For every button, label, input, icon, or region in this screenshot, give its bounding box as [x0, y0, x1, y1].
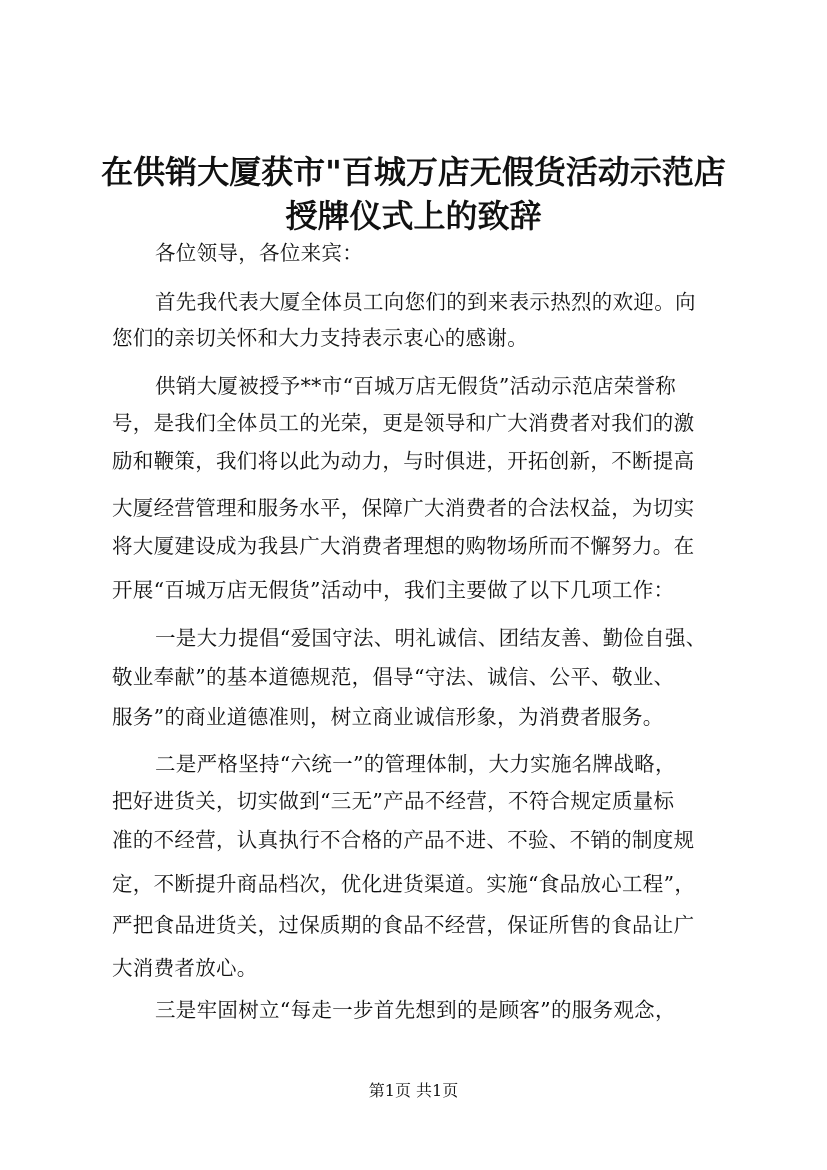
paragraph-line: 大厦经营管理和服务水平，保障广大消费者的合法权益，为切实 — [112, 496, 695, 520]
paragraph-line: 大消费者放心。 — [112, 956, 258, 980]
paragraph-line: 把好进货关，切实做到“三无”产品不经营，不符合规定质量标 — [112, 789, 675, 813]
salutation: 各位领导，各位来宾： — [155, 241, 363, 265]
paragraph-line: 二是严格坚持“六统一”的管理体制，大力实施名牌战略， — [155, 752, 676, 776]
paragraph-line: 励和鞭策，我们将以此为动力，与时俱进，开拓创新，不断提高 — [112, 449, 695, 473]
paragraph-line: 首先我代表大厦全体员工向您们的到来表示热烈的欢迎。向 — [155, 290, 696, 314]
paragraph-line: 准的不经营，认真执行不合格的产品不进、不验、不销的制度规 — [112, 828, 695, 852]
document-title-line-1: 在供销大厦获市"百城万店无假货活动示范店 — [101, 153, 726, 191]
paragraph-line: 定，不断提升商品档次，优化进货渠道。实施“食品放心工程”， — [112, 872, 696, 896]
paragraph-line: 严把食品进货关，过保质期的食品不经营，保证所售的食品让广 — [112, 913, 695, 937]
page-number: 第1页 共1页 — [368, 1081, 459, 1100]
document-title-line-2: 授牌仪式上的致辞 — [285, 197, 542, 235]
paragraph-line: 敬业奉献”的基本道德规范，倡导“守法、诚信、公平、敬业、 — [112, 665, 675, 689]
paragraph-line: 服务”的商业道德准则，树立商业诚信形象，为消费者服务。 — [112, 705, 664, 729]
paragraph-line: 开展“百城万店无假货”活动中，我们主要做了以下几项工作： — [112, 578, 675, 602]
paragraph-line: 供销大厦被授予**市“百城万店无假货”活动示范店荣誉称 — [155, 374, 677, 398]
paragraph-line: 号，是我们全体员工的光荣，更是领导和广大消费者对我们的激 — [112, 411, 695, 435]
paragraph-line: 您们的亲切关怀和大力支持表示衷心的感谢。 — [112, 326, 528, 350]
paragraph-line: 将大厦建设成为我县广大消费者理想的购物场所而不懈努力。在 — [112, 534, 695, 558]
paragraph-line: 三是牢固树立“每走一步首先想到的是顾客”的服务观念， — [155, 998, 676, 1022]
paragraph-line: 一是大力提倡“爱国守法、明礼诚信、团结友善、勤俭自强、 — [155, 626, 707, 650]
